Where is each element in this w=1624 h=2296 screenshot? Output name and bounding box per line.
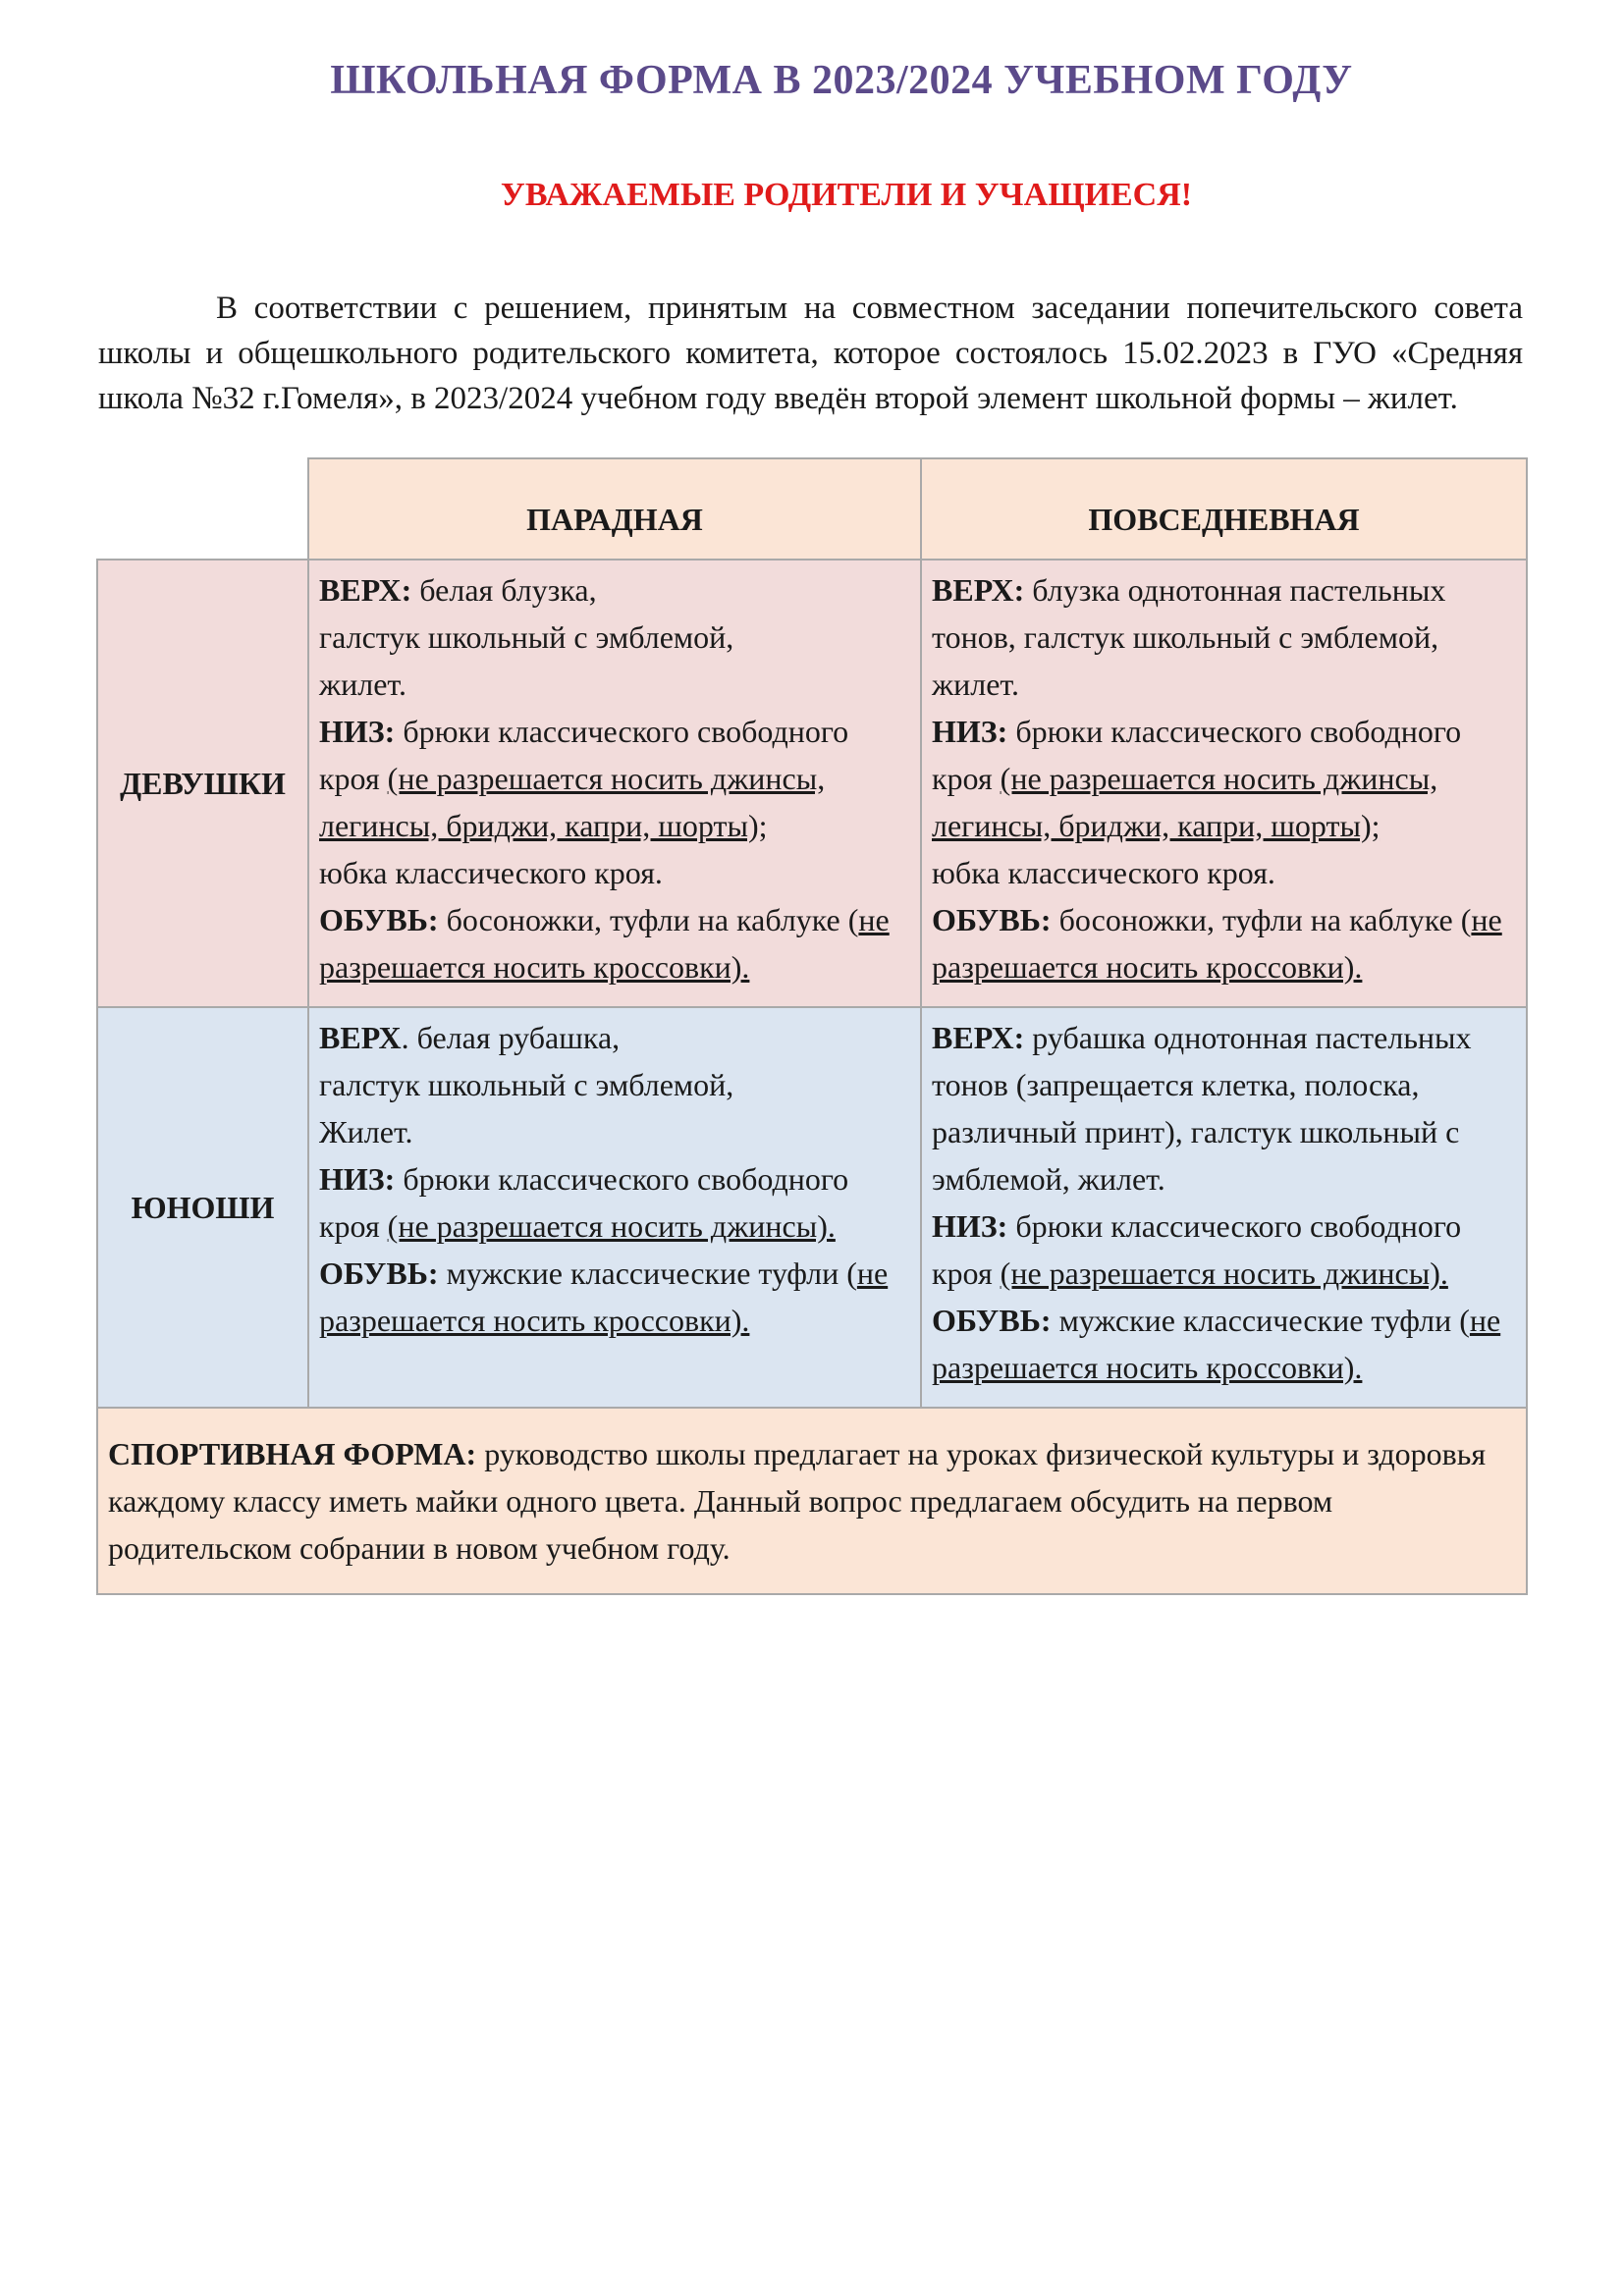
shoes-text: босоножки, туфли на каблуке ( bbox=[438, 902, 859, 937]
table-header-row bbox=[97, 458, 1527, 560]
top-text: жилет. bbox=[319, 667, 406, 702]
skirt-text: юбка классического кроя. bbox=[319, 855, 663, 890]
row-header-girls: ДЕВУШКИ bbox=[97, 560, 308, 1007]
shoes-text: мужские классические туфли ( bbox=[438, 1255, 857, 1291]
top-text: галстук школьный с эмблемой, bbox=[319, 1067, 734, 1102]
bottom-text: брюки классического свободного кроя bbox=[932, 1208, 1462, 1291]
column-header-formal: ПАРАДНАЯ bbox=[308, 458, 921, 560]
sport-label: СПОРТИВНАЯ ФОРМА: bbox=[108, 1436, 477, 1471]
top-text: блузка однотонная пастельных тонов, галстук школьный с эмблемой, жилет. bbox=[932, 572, 1446, 702]
bottom-label: НИЗ: bbox=[932, 1208, 1008, 1244]
bottom-text: брюки классического свободного кроя bbox=[319, 1161, 849, 1244]
top-text: рубашка однотонная пастельных тонов (запрещается клетка, полоска, различный принт), галстук школьный с эмблемой, жилет. bbox=[932, 1020, 1472, 1197]
cell-boys-casual bbox=[921, 1007, 1527, 1408]
bottom-label: НИЗ: bbox=[319, 1161, 396, 1197]
top-label: ВЕРХ: bbox=[932, 1020, 1025, 1055]
skirt-text: юбка классического кроя. bbox=[932, 855, 1275, 890]
cell-boys-formal bbox=[308, 1007, 921, 1408]
cell-girls-formal bbox=[308, 560, 921, 1007]
bottom-restriction-note: (не разрешается носить джинсы, легинсы, бриджи, капри, шорты); bbox=[319, 761, 826, 843]
sport-text: руководство школы предлагает на уроках физической культуры и здоровья каждому классу иметь майки одного цвета. Данный вопрос предлагаем обсудить на первом родительском собрании в новом учебном году. bbox=[108, 1436, 1487, 1566]
bottom-restriction-note: (не разрешается носить джинсы, легинсы, бриджи, капри, шорты); bbox=[932, 761, 1438, 843]
shoes-restriction-note: не разрешается носить кроссовки). bbox=[932, 902, 1502, 985]
uniform-table bbox=[96, 457, 1528, 1595]
bottom-text: брюки классического свободного кроя bbox=[319, 714, 849, 796]
top-text: . белая рубашка, bbox=[401, 1020, 621, 1055]
shoes-text: мужские классические туфли ( bbox=[1051, 1303, 1470, 1338]
top-text: галстук школьный с эмблемой, bbox=[319, 619, 734, 655]
top-text: Жилет. bbox=[319, 1114, 413, 1149]
bottom-restriction-note: (не разрешается носить джинсы). bbox=[1000, 1255, 1448, 1291]
cell-girls-casual bbox=[921, 560, 1527, 1007]
shoes-restriction-note: не разрешается носить кроссовки). bbox=[319, 902, 890, 985]
table-row-boys bbox=[97, 1007, 1527, 1408]
shoes-restriction-note: не разрешается носить кроссовки). bbox=[319, 1255, 889, 1338]
top-text: белая блузка, bbox=[411, 572, 597, 608]
shoes-text: босоножки, туфли на каблуке ( bbox=[1051, 902, 1472, 937]
intro-paragraph: В соответствии с решением, принятым на совместном заседании попечительского совета школы и общешкольного родительского комитета, которое состоялось 15.02.2023 в ГУО «Средняя школа №32 г.Гомеля», в 2023/2024 учебном году введён второй элемент школьной формы – жилет. bbox=[98, 291, 1523, 416]
shoes-label: ОБУВЬ: bbox=[319, 1255, 439, 1291]
top-label: ВЕРХ bbox=[319, 1020, 402, 1055]
shoes-label: ОБУВЬ: bbox=[932, 1303, 1052, 1338]
top-label: ВЕРХ: bbox=[319, 572, 412, 608]
shoes-label: ОБУВЬ: bbox=[319, 902, 439, 937]
bottom-restriction-note: (не разрешается носить джинсы). bbox=[387, 1208, 836, 1244]
page-title: ШКОЛЬНАЯ ФОРМА В 2023/2024 УЧЕБНОМ ГОДУ bbox=[330, 58, 1353, 103]
column-header-casual: ПОВСЕДНЕВНАЯ bbox=[921, 458, 1527, 560]
row-header-boys: ЮНОШИ bbox=[97, 1007, 308, 1408]
shoes-restriction-note: не разрешается носить кроссовки). bbox=[932, 1303, 1501, 1385]
sport-uniform-cell bbox=[97, 1408, 1527, 1594]
table-corner-cell bbox=[97, 458, 308, 560]
shoes-label: ОБУВЬ: bbox=[932, 902, 1052, 937]
top-label: ВЕРХ: bbox=[932, 572, 1025, 608]
bottom-label: НИЗ: bbox=[932, 714, 1008, 749]
bottom-text: брюки классического свободного кроя bbox=[932, 714, 1462, 796]
greeting-heading: УВАЖАЕМЫЕ РОДИТЕЛИ И УЧАЩИЕСЯ! bbox=[500, 177, 1193, 213]
bottom-label: НИЗ: bbox=[319, 714, 396, 749]
table-row-sport bbox=[97, 1408, 1527, 1594]
table-row-girls bbox=[97, 560, 1527, 1007]
